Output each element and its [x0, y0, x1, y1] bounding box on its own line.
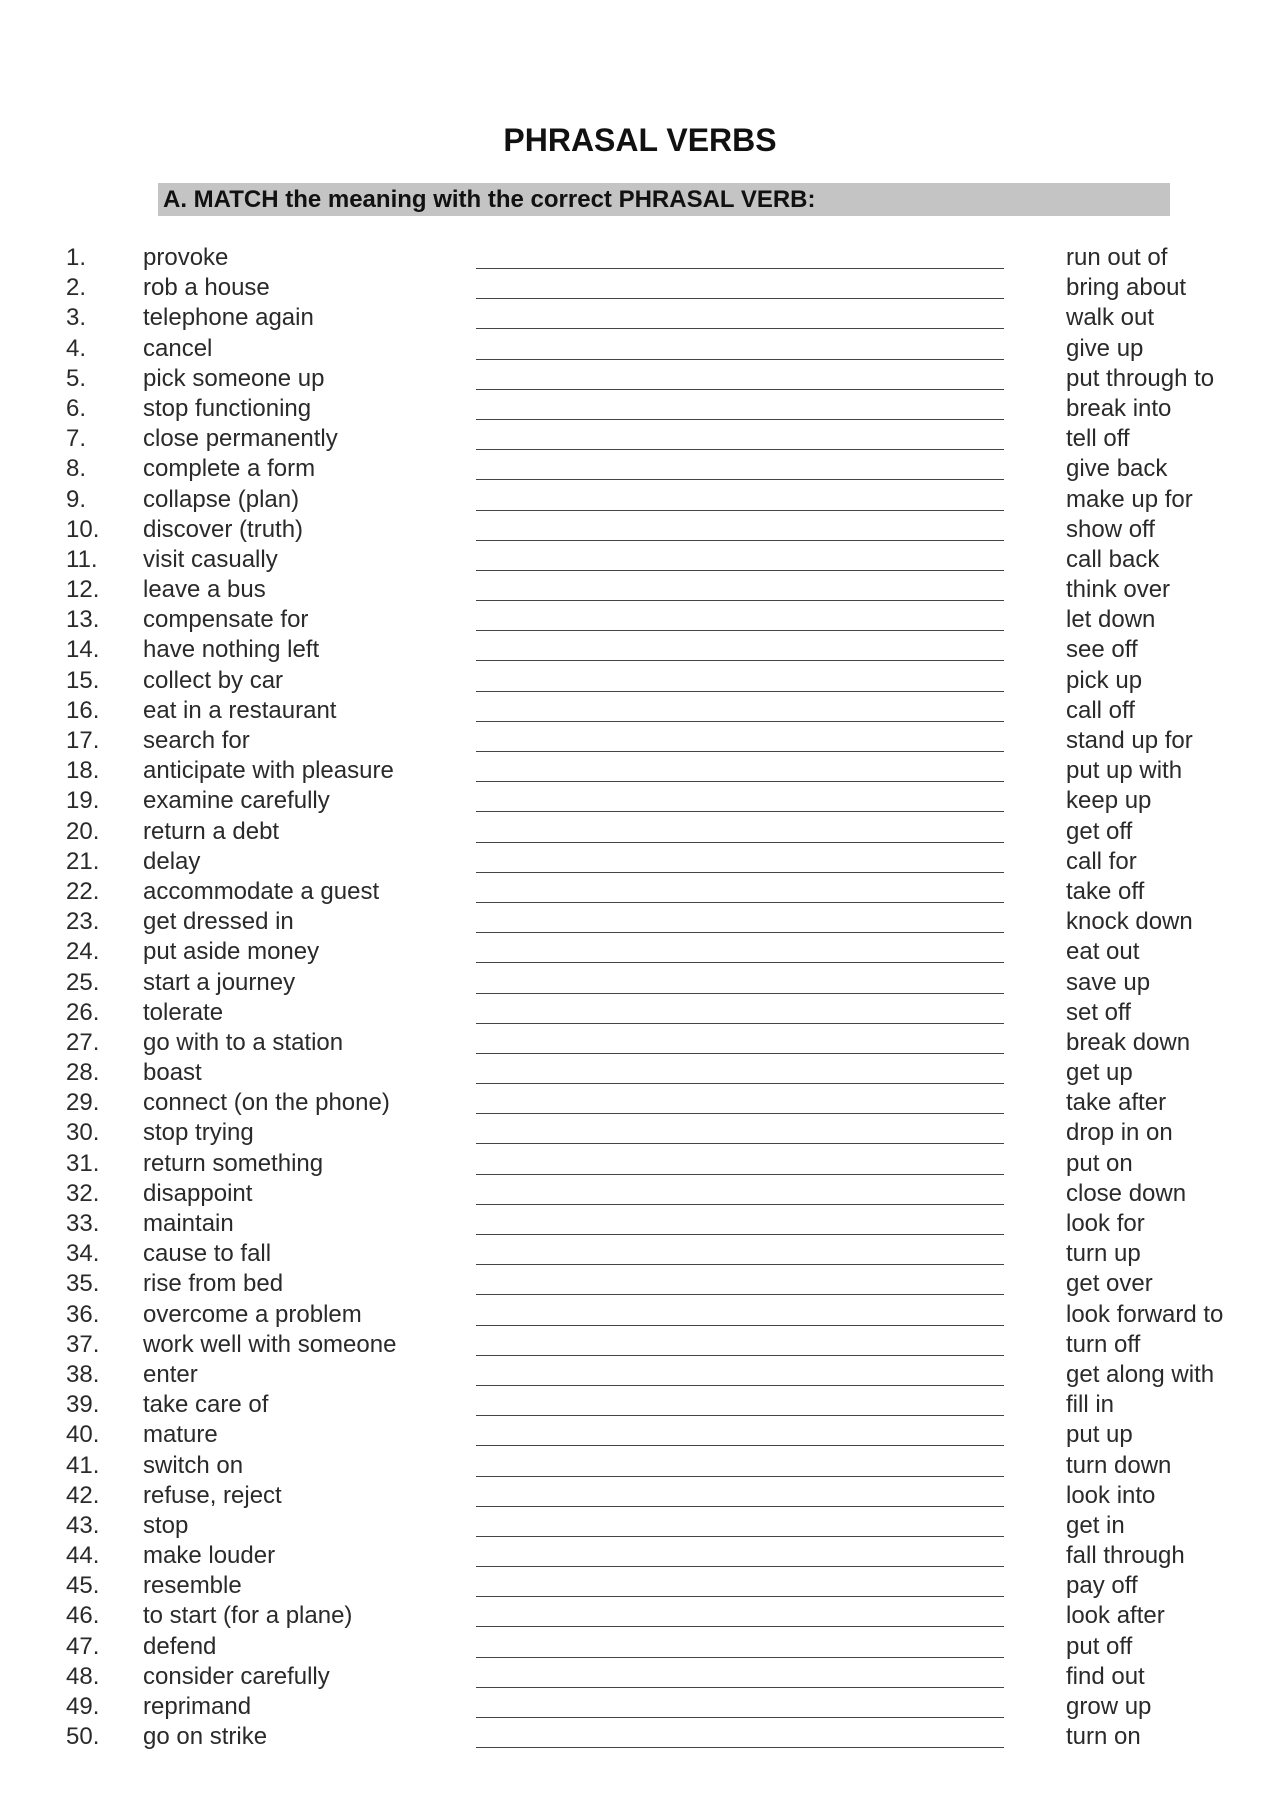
phrasal-verb-option: put through to: [1066, 364, 1215, 392]
exercise-row: [0, 1480, 1280, 1510]
item-number: 39.: [66, 1391, 100, 1419]
answer-blank[interactable]: [476, 1023, 1004, 1024]
meaning-text: go with to a station: [143, 1028, 344, 1056]
answer-blank[interactable]: [476, 1264, 1004, 1265]
exercise-row: [0, 544, 1280, 574]
item-number: 4.: [66, 334, 87, 362]
answer-blank[interactable]: [476, 1506, 1004, 1507]
exercise-row: [0, 695, 1280, 725]
exercise-row: [0, 1329, 1280, 1359]
meaning-text: connect (on the phone): [143, 1089, 390, 1117]
answer-blank[interactable]: [476, 1596, 1004, 1597]
meaning-text: mature: [143, 1421, 218, 1449]
exercise-row: [0, 846, 1280, 876]
meaning-text: return something: [143, 1149, 324, 1177]
exercise-row: [0, 272, 1280, 302]
exercise-row: [0, 1359, 1280, 1389]
item-number: 7.: [66, 425, 87, 453]
meaning-text: anticipate with pleasure: [143, 757, 394, 785]
exercise-row: [0, 242, 1280, 272]
answer-blank[interactable]: [476, 419, 1004, 420]
meaning-text: consider carefully: [143, 1662, 330, 1690]
meaning-text: eat in a restaurant: [143, 696, 337, 724]
item-number: 15.: [66, 666, 100, 694]
exercise-row: [0, 1540, 1280, 1570]
answer-blank[interactable]: [476, 872, 1004, 873]
answer-blank[interactable]: [476, 298, 1004, 299]
phrasal-verb-option: call off: [1066, 696, 1135, 724]
meaning-text: complete a form: [143, 455, 316, 483]
item-number: 19.: [66, 787, 100, 815]
phrasal-verb-option: turn down: [1066, 1451, 1172, 1479]
item-number: 35.: [66, 1270, 100, 1298]
exercise-row: [0, 1600, 1280, 1630]
phrasal-verb-option: get over: [1066, 1270, 1153, 1298]
answer-blank[interactable]: [476, 932, 1004, 933]
exercise-row: [0, 876, 1280, 906]
phrasal-verb-option: keep up: [1066, 787, 1152, 815]
item-number: 50.: [66, 1723, 100, 1751]
item-number: 45.: [66, 1572, 100, 1600]
phrasal-verb-option: look after: [1066, 1602, 1165, 1630]
answer-blank[interactable]: [476, 510, 1004, 511]
meaning-text: collapse (plan): [143, 485, 300, 513]
answer-blank[interactable]: [476, 1445, 1004, 1446]
answer-blank[interactable]: [476, 1083, 1004, 1084]
phrasal-verb-option: break into: [1066, 394, 1172, 422]
item-number: 21.: [66, 847, 100, 875]
phrasal-verb-option: put up: [1066, 1421, 1133, 1449]
meaning-text: delay: [143, 847, 201, 875]
item-number: 46.: [66, 1602, 100, 1630]
exercise-row: [0, 423, 1280, 453]
answer-blank[interactable]: [476, 479, 1004, 480]
exercise-row: [0, 604, 1280, 634]
item-number: 5.: [66, 364, 87, 392]
answer-blank[interactable]: [476, 1294, 1004, 1295]
exercise-row: [0, 484, 1280, 514]
item-number: 1.: [66, 244, 87, 271]
phrasal-verb-option: take after: [1066, 1089, 1167, 1117]
answer-blank[interactable]: [476, 328, 1004, 329]
phrasal-verb-option: bring about: [1066, 274, 1187, 302]
answer-blank[interactable]: [476, 1053, 1004, 1054]
item-number: 32.: [66, 1179, 100, 1207]
answer-blank[interactable]: [476, 1204, 1004, 1205]
phrasal-verb-option: get off: [1066, 817, 1133, 845]
item-number: 28.: [66, 1059, 100, 1087]
item-number: 44.: [66, 1542, 100, 1570]
exercise-row: [0, 1661, 1280, 1691]
item-number: 24.: [66, 938, 100, 966]
exercise-row: [0, 1057, 1280, 1087]
phrasal-verb-option: run out of: [1066, 244, 1168, 271]
phrasal-verb-option: see off: [1066, 636, 1138, 664]
exercise-row: [0, 1419, 1280, 1449]
item-number: 47.: [66, 1632, 100, 1660]
phrasal-verb-option: drop in on: [1066, 1119, 1173, 1147]
phrasal-verb-option: grow up: [1066, 1693, 1152, 1720]
item-number: 38.: [66, 1360, 100, 1388]
answer-blank[interactable]: [476, 1113, 1004, 1114]
item-number: 33.: [66, 1210, 100, 1237]
phrasal-verb-option: put off: [1066, 1632, 1133, 1660]
answer-blank[interactable]: [476, 1174, 1004, 1175]
answer-blank[interactable]: [476, 1536, 1004, 1537]
exercise-row: [0, 1268, 1280, 1298]
meaning-text: boast: [143, 1059, 202, 1087]
exercise-list: [0, 242, 1280, 1751]
item-number: 23.: [66, 908, 100, 936]
meaning-text: maintain: [143, 1210, 234, 1237]
meaning-text: work well with someone: [143, 1330, 397, 1358]
phrasal-verb-option: fall through: [1066, 1542, 1185, 1570]
item-number: 2.: [66, 274, 87, 302]
exercise-row: [0, 634, 1280, 664]
phrasal-verb-option: get up: [1066, 1059, 1133, 1087]
exercise-row: [0, 1148, 1280, 1178]
answer-blank[interactable]: [476, 902, 1004, 903]
item-number: 40.: [66, 1421, 100, 1449]
item-number: 3.: [66, 304, 87, 332]
phrasal-verb-option: let down: [1066, 606, 1156, 634]
item-number: 25.: [66, 968, 100, 996]
phrasal-verb-option: break down: [1066, 1028, 1191, 1056]
meaning-text: search for: [143, 727, 250, 754]
exercise-row: [0, 725, 1280, 755]
meaning-text: return a debt: [143, 817, 280, 845]
phrasal-verb-option: close down: [1066, 1179, 1187, 1207]
phrasal-verb-option: turn up: [1066, 1240, 1141, 1268]
meaning-text: stop: [143, 1511, 189, 1539]
item-number: 8.: [66, 455, 87, 483]
answer-blank[interactable]: [476, 660, 1004, 661]
exercise-row: [0, 1721, 1280, 1751]
item-number: 9.: [66, 485, 87, 513]
answer-blank[interactable]: [476, 600, 1004, 601]
phrasal-verb-option: put on: [1066, 1149, 1133, 1177]
phrasal-verb-option: fill in: [1066, 1391, 1115, 1419]
exercise-row: [0, 665, 1280, 695]
phrasal-verb-option: give up: [1066, 334, 1144, 362]
answer-blank[interactable]: [476, 268, 1004, 269]
item-number: 27.: [66, 1028, 100, 1056]
exercise-row: [0, 755, 1280, 785]
phrasal-verb-option: stand up for: [1066, 727, 1193, 754]
meaning-text: disappoint: [143, 1179, 253, 1207]
meaning-text: enter: [143, 1360, 198, 1388]
exercise-row: [0, 1087, 1280, 1117]
exercise-row: [0, 906, 1280, 936]
item-number: 29.: [66, 1089, 100, 1117]
item-number: 37.: [66, 1330, 100, 1358]
item-number: 36.: [66, 1300, 100, 1328]
page-title: PHRASAL VERBS: [503, 122, 777, 158]
exercise-row: [0, 393, 1280, 423]
exercise-row: [0, 997, 1280, 1027]
exercise-row: [0, 785, 1280, 815]
phrasal-verb-option: walk out: [1066, 304, 1155, 332]
instruction-banner: A. MATCH the meaning with the correct PHRASAL VERB:: [158, 183, 1170, 216]
meaning-text: go on strike: [143, 1723, 268, 1751]
phrasal-verb-option: call for: [1066, 847, 1137, 875]
answer-blank[interactable]: [476, 1325, 1004, 1326]
meaning-text: examine carefully: [143, 787, 330, 815]
answer-blank[interactable]: [476, 1566, 1004, 1567]
answer-blank[interactable]: [476, 721, 1004, 722]
phrasal-verb-option: take off: [1066, 877, 1145, 905]
exercise-row: [0, 1510, 1280, 1540]
phrasal-verb-option: set off: [1066, 998, 1131, 1026]
item-number: 22.: [66, 877, 100, 905]
phrasal-verb-option: call back: [1066, 545, 1160, 573]
answer-blank[interactable]: [476, 449, 1004, 450]
phrasal-verb-option: put up with: [1066, 757, 1183, 785]
item-number: 17.: [66, 727, 100, 754]
meaning-text: stop functioning: [143, 394, 312, 422]
answer-blank[interactable]: [476, 751, 1004, 752]
answer-blank[interactable]: [476, 1747, 1004, 1748]
meaning-text: to start (for a plane): [143, 1602, 353, 1630]
meaning-text: switch on: [143, 1451, 244, 1479]
item-number: 48.: [66, 1662, 100, 1690]
exercise-row: [0, 574, 1280, 604]
answer-blank[interactable]: [476, 962, 1004, 963]
answer-blank[interactable]: [476, 359, 1004, 360]
exercise-row: [0, 514, 1280, 544]
exercise-row: [0, 816, 1280, 846]
answer-blank[interactable]: [476, 1626, 1004, 1627]
meaning-text: resemble: [143, 1572, 242, 1600]
exercise-row: [0, 453, 1280, 483]
item-number: 11.: [66, 545, 98, 573]
item-number: 18.: [66, 757, 100, 785]
phrasal-verb-option: save up: [1066, 968, 1151, 996]
phrasal-verb-option: look into: [1066, 1481, 1156, 1509]
item-number: 49.: [66, 1693, 100, 1720]
meaning-text: refuse, reject: [143, 1481, 282, 1509]
answer-blank[interactable]: [476, 993, 1004, 994]
exercise-row: [0, 967, 1280, 997]
meaning-text: accommodate a guest: [143, 877, 380, 905]
phrasal-verb-option: look forward to: [1066, 1300, 1224, 1328]
meaning-text: pick someone up: [143, 364, 325, 392]
meaning-text: take care of: [143, 1391, 269, 1419]
item-number: 34.: [66, 1240, 100, 1268]
item-number: 12.: [66, 576, 100, 604]
answer-blank[interactable]: [476, 691, 1004, 692]
exercise-row: [0, 1570, 1280, 1600]
meaning-text: get dressed in: [143, 908, 294, 936]
phrasal-verb-option: get in: [1066, 1511, 1125, 1539]
phrasal-verb-option: pay off: [1066, 1572, 1138, 1600]
item-number: 31.: [66, 1149, 100, 1177]
phrasal-verb-option: think over: [1066, 576, 1171, 604]
meaning-text: rob a house: [143, 274, 270, 302]
phrasal-verb-option: turn off: [1066, 1330, 1141, 1358]
item-number: 10.: [66, 515, 100, 543]
answer-blank[interactable]: [476, 811, 1004, 812]
answer-blank[interactable]: [476, 630, 1004, 631]
answer-blank[interactable]: [476, 1717, 1004, 1718]
item-number: 43.: [66, 1511, 100, 1539]
meaning-text: overcome a problem: [143, 1300, 362, 1328]
meaning-text: cancel: [143, 334, 213, 362]
exercise-row: [0, 363, 1280, 393]
exercise-row: [0, 1691, 1280, 1721]
item-number: 42.: [66, 1481, 100, 1509]
exercise-row: [0, 1299, 1280, 1329]
phrasal-verb-option: look for: [1066, 1210, 1145, 1237]
answer-blank[interactable]: [476, 1143, 1004, 1144]
answer-blank[interactable]: [476, 1234, 1004, 1235]
meaning-text: provoke: [143, 244, 229, 271]
phrasal-verb-option: eat out: [1066, 938, 1140, 966]
answer-blank[interactable]: [476, 781, 1004, 782]
answer-blank[interactable]: [476, 1355, 1004, 1356]
exercise-row: [0, 936, 1280, 966]
phrasal-verb-option: tell off: [1066, 425, 1130, 453]
meaning-text: rise from bed: [143, 1270, 284, 1298]
item-number: 14.: [66, 636, 100, 664]
answer-blank[interactable]: [476, 842, 1004, 843]
item-number: 6.: [66, 394, 87, 422]
exercise-row: [0, 1389, 1280, 1419]
meaning-text: reprimand: [143, 1693, 252, 1720]
meaning-text: collect by car: [143, 666, 284, 694]
meaning-text: visit casually: [143, 545, 278, 573]
phrasal-verb-option: turn on: [1066, 1723, 1141, 1751]
phrasal-verb-option: knock down: [1066, 908, 1193, 936]
exercise-row: [0, 302, 1280, 332]
exercise-row: [0, 1027, 1280, 1057]
exercise-row: [0, 1178, 1280, 1208]
meaning-text: cause to fall: [143, 1240, 272, 1268]
exercise-row: [0, 1208, 1280, 1238]
meaning-text: start a journey: [143, 968, 296, 996]
meaning-text: stop trying: [143, 1119, 254, 1147]
meaning-text: discover (truth): [143, 515, 304, 543]
answer-blank[interactable]: [476, 389, 1004, 390]
meaning-text: put aside money: [143, 938, 320, 966]
meaning-text: compensate for: [143, 606, 309, 634]
answer-blank[interactable]: [476, 540, 1004, 541]
exercise-row: [0, 1238, 1280, 1268]
item-number: 41.: [66, 1451, 100, 1479]
meaning-text: have nothing left: [143, 636, 320, 664]
answer-blank[interactable]: [476, 1415, 1004, 1416]
phrasal-verb-option: give back: [1066, 455, 1168, 483]
phrasal-verb-option: show off: [1066, 515, 1155, 543]
meaning-text: leave a bus: [143, 576, 266, 604]
item-number: 20.: [66, 817, 100, 845]
exercise-row: [0, 333, 1280, 363]
item-number: 26.: [66, 998, 100, 1026]
meaning-text: telephone again: [143, 304, 314, 332]
meaning-text: close permanently: [143, 425, 338, 453]
answer-blank[interactable]: [476, 1657, 1004, 1658]
item-number: 16.: [66, 696, 100, 724]
item-number: 30.: [66, 1119, 100, 1147]
phrasal-verb-option: get along with: [1066, 1360, 1215, 1388]
phrasal-verb-option: make up for: [1066, 485, 1193, 513]
answer-blank[interactable]: [476, 570, 1004, 571]
exercise-row: [0, 1450, 1280, 1480]
answer-blank[interactable]: [476, 1687, 1004, 1688]
answer-blank[interactable]: [476, 1385, 1004, 1386]
meaning-text: tolerate: [143, 998, 224, 1026]
meaning-text: defend: [143, 1632, 217, 1660]
phrasal-verb-option: find out: [1066, 1662, 1145, 1690]
phrasal-verb-option: pick up: [1066, 666, 1143, 694]
item-number: 13.: [66, 606, 100, 634]
answer-blank[interactable]: [476, 1476, 1004, 1477]
exercise-row: [0, 1117, 1280, 1147]
exercise-row: [0, 1631, 1280, 1661]
meaning-text: make louder: [143, 1542, 276, 1570]
